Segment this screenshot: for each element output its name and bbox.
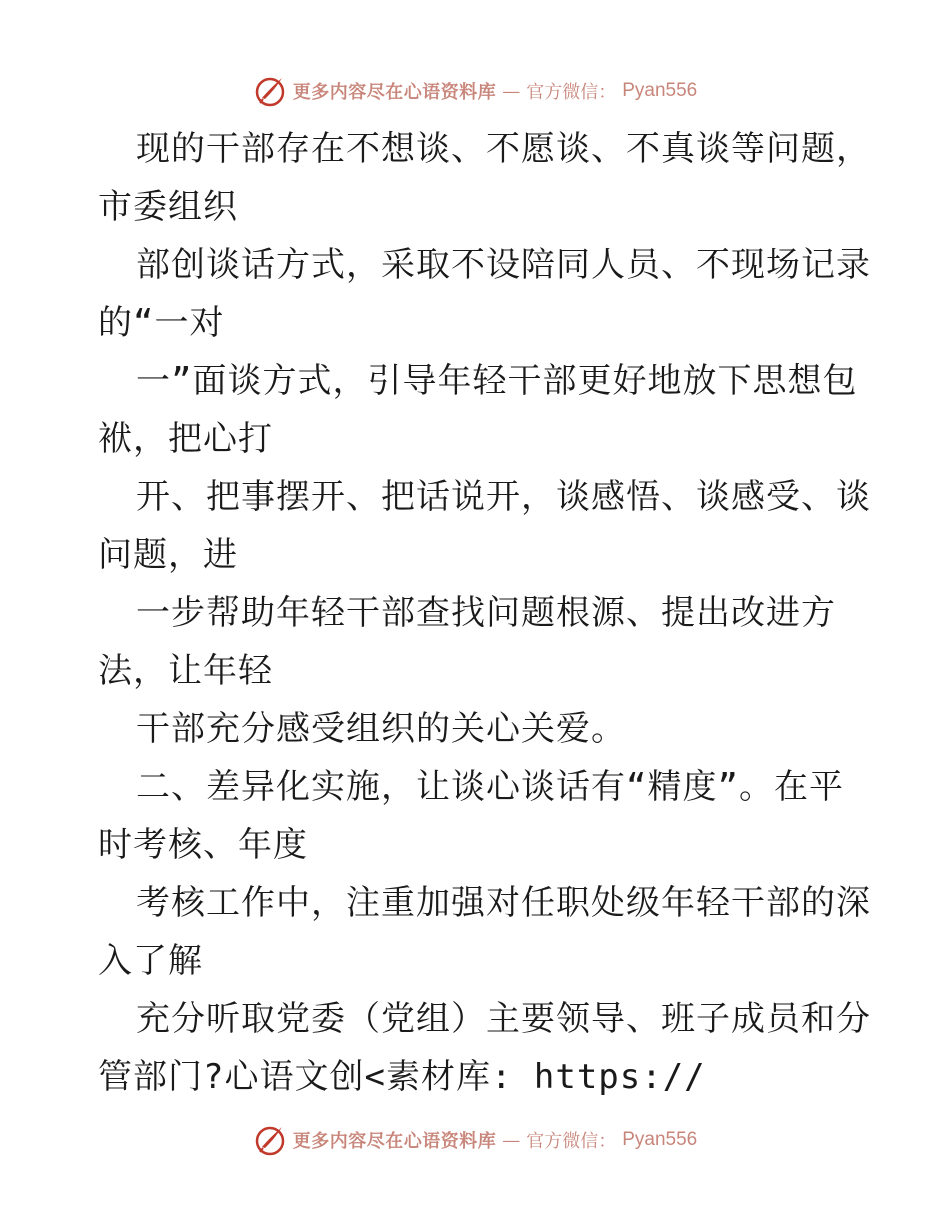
document-body bbox=[98, 120, 871, 1106]
banner-wechat-id: Pyan556 bbox=[622, 80, 698, 101]
text-line: 管部门?心语文创<素材库: https:// bbox=[98, 1057, 706, 1097]
banner-separator: — bbox=[502, 80, 521, 102]
banner-wechat-label: 官方微信： bbox=[526, 1131, 617, 1152]
text-line: 的“一对 bbox=[98, 303, 225, 343]
text-line: 考核工作中，注重加强对任职处级年轻干部的深 bbox=[136, 883, 871, 923]
text-line: 一”面谈方式，引导年轻干部更好地放下思想包 bbox=[136, 361, 858, 401]
text-line: 入了解 bbox=[98, 941, 203, 981]
header-watermark-banner bbox=[0, 71, 950, 111]
text-line: 二、差异化实施，让谈心谈话有“精度”。在平 bbox=[136, 767, 844, 807]
text-line: 部创谈话方式，采取不设陪同人员、不现场记录 bbox=[136, 245, 871, 285]
banner-wechat-id: Pyan556 bbox=[622, 1129, 698, 1150]
text-line: 法，让年轻 bbox=[98, 651, 273, 691]
text-line: 开、把事摆开、把话说开，谈感悟、谈感受、谈 bbox=[136, 477, 871, 517]
quill-pen-logo-icon bbox=[253, 1123, 287, 1157]
text-line: 现的干部存在不想谈、不愿谈、不真谈等问题， bbox=[136, 129, 871, 169]
quill-pen-logo-icon bbox=[253, 74, 287, 108]
text-line: 市委组织 bbox=[98, 187, 238, 227]
banner-wechat-label: 官方微信： bbox=[526, 82, 617, 103]
text-line: 一步帮助年轻干部查找问题根源、提出改进方 bbox=[136, 593, 836, 633]
text-line: 问题，进 bbox=[98, 535, 238, 575]
banner-separator: — bbox=[502, 1129, 521, 1151]
text-line: 时考核、年度 bbox=[98, 825, 308, 865]
footer-watermark-banner bbox=[0, 1120, 950, 1160]
text-line: 袱，把心打 bbox=[98, 419, 273, 459]
banner-site-name: 更多内容尽在心语资料库 bbox=[292, 82, 497, 103]
banner-site-name: 更多内容尽在心语资料库 bbox=[292, 1131, 497, 1152]
text-line: 干部充分感受组织的关心关爱。 bbox=[136, 709, 626, 749]
text-line: 充分听取党委（党组）主要领导、班子成员和分 bbox=[136, 999, 871, 1039]
